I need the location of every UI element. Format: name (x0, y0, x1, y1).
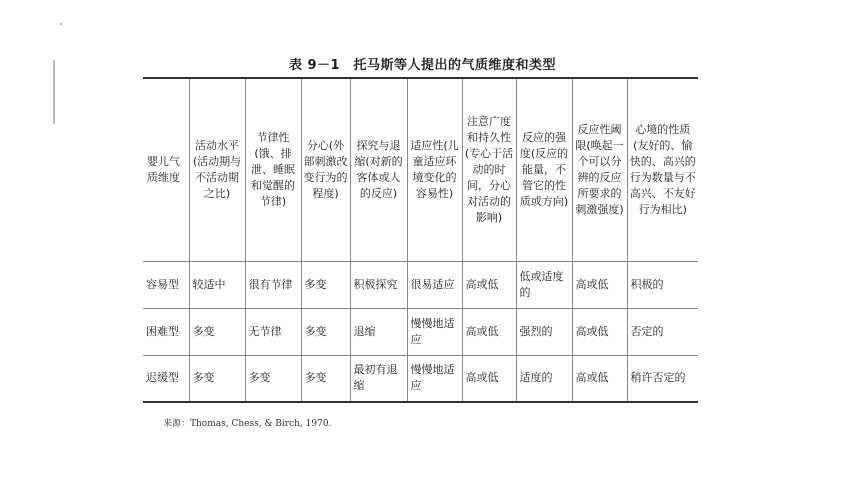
header-cell: 适应性(儿童适应环境变化的容易性) (407, 78, 462, 261)
row-type-label: 容易型 (143, 261, 189, 308)
table-cell: 低或适度的 (516, 261, 572, 308)
table-cell: 积极探究 (350, 261, 407, 308)
table-cell: 慢慢地适应 (407, 355, 462, 402)
table-cell: 高或低 (572, 355, 627, 402)
table-cell: 高或低 (462, 308, 516, 355)
table-cell: 多变 (189, 355, 245, 402)
table-cell: 多变 (301, 355, 350, 402)
header-cell: 心境的性质(友好的、愉快的、高兴的行为数量与不高兴、不友好行为相比) (627, 78, 698, 261)
header-cell: 反应性阈限(唤起一个可以分辨的反应所要求的刺激强度) (572, 78, 627, 261)
table-cell: 高或低 (572, 308, 627, 355)
temperament-table (143, 77, 698, 403)
table-cell: 强烈的 (516, 308, 572, 355)
table-cell: 多变 (301, 261, 350, 308)
table-cell: 多变 (189, 308, 245, 355)
table-row (143, 261, 698, 308)
row-type-label: 迟缓型 (143, 355, 189, 402)
table-cell: 多变 (301, 308, 350, 355)
table-cell: 多变 (245, 355, 301, 402)
header-cell: 探究与退缩(对新的客体或人的反应) (350, 78, 407, 261)
left-margin-rule (53, 60, 55, 124)
header-cell: 活动水平(活动期与不活动期之比) (189, 78, 245, 261)
table-row (143, 355, 698, 402)
header-cell: 节律性(饿、排泄、睡眠和觉醒的节律) (245, 78, 301, 261)
table-cell: 稍许否定的 (627, 355, 698, 402)
table-cell: 慢慢地适应 (407, 308, 462, 355)
row-type-label: 困难型 (143, 308, 189, 355)
table-cell: 较适中 (189, 261, 245, 308)
table-cell: 高或低 (572, 261, 627, 308)
table-cell: 适度的 (516, 355, 572, 402)
header-cell: 分心(外部刺激改变行为的程度) (301, 78, 350, 261)
table-cell: 很有节律 (245, 261, 301, 308)
table-cell: 高或低 (462, 355, 516, 402)
table-cell: 最初有退缩 (350, 355, 407, 402)
table-cell: 退缩 (350, 308, 407, 355)
table-cell: 高或低 (462, 261, 516, 308)
table-cell: 很易适应 (407, 261, 462, 308)
header-cell: 婴儿气质维度 (143, 78, 189, 261)
header-cell: 反应的强度(反应的能量，不管它的性质或方向) (516, 78, 572, 261)
header-row (143, 78, 698, 261)
corner-dot (60, 23, 62, 25)
table-row (143, 308, 698, 355)
header-cell: 注意广度和持久性(专心于活动的时间，分心对活动的影响) (462, 78, 516, 261)
table-cell: 积极的 (627, 261, 698, 308)
source-citation: 来源：Thomas, Chess, & Birch, 1970. (163, 419, 332, 429)
table-cell: 无节律 (245, 308, 301, 355)
table-cell: 否定的 (627, 308, 698, 355)
table-title: 表 9－1 托马斯等人提出的气质维度和类型 (288, 58, 557, 73)
